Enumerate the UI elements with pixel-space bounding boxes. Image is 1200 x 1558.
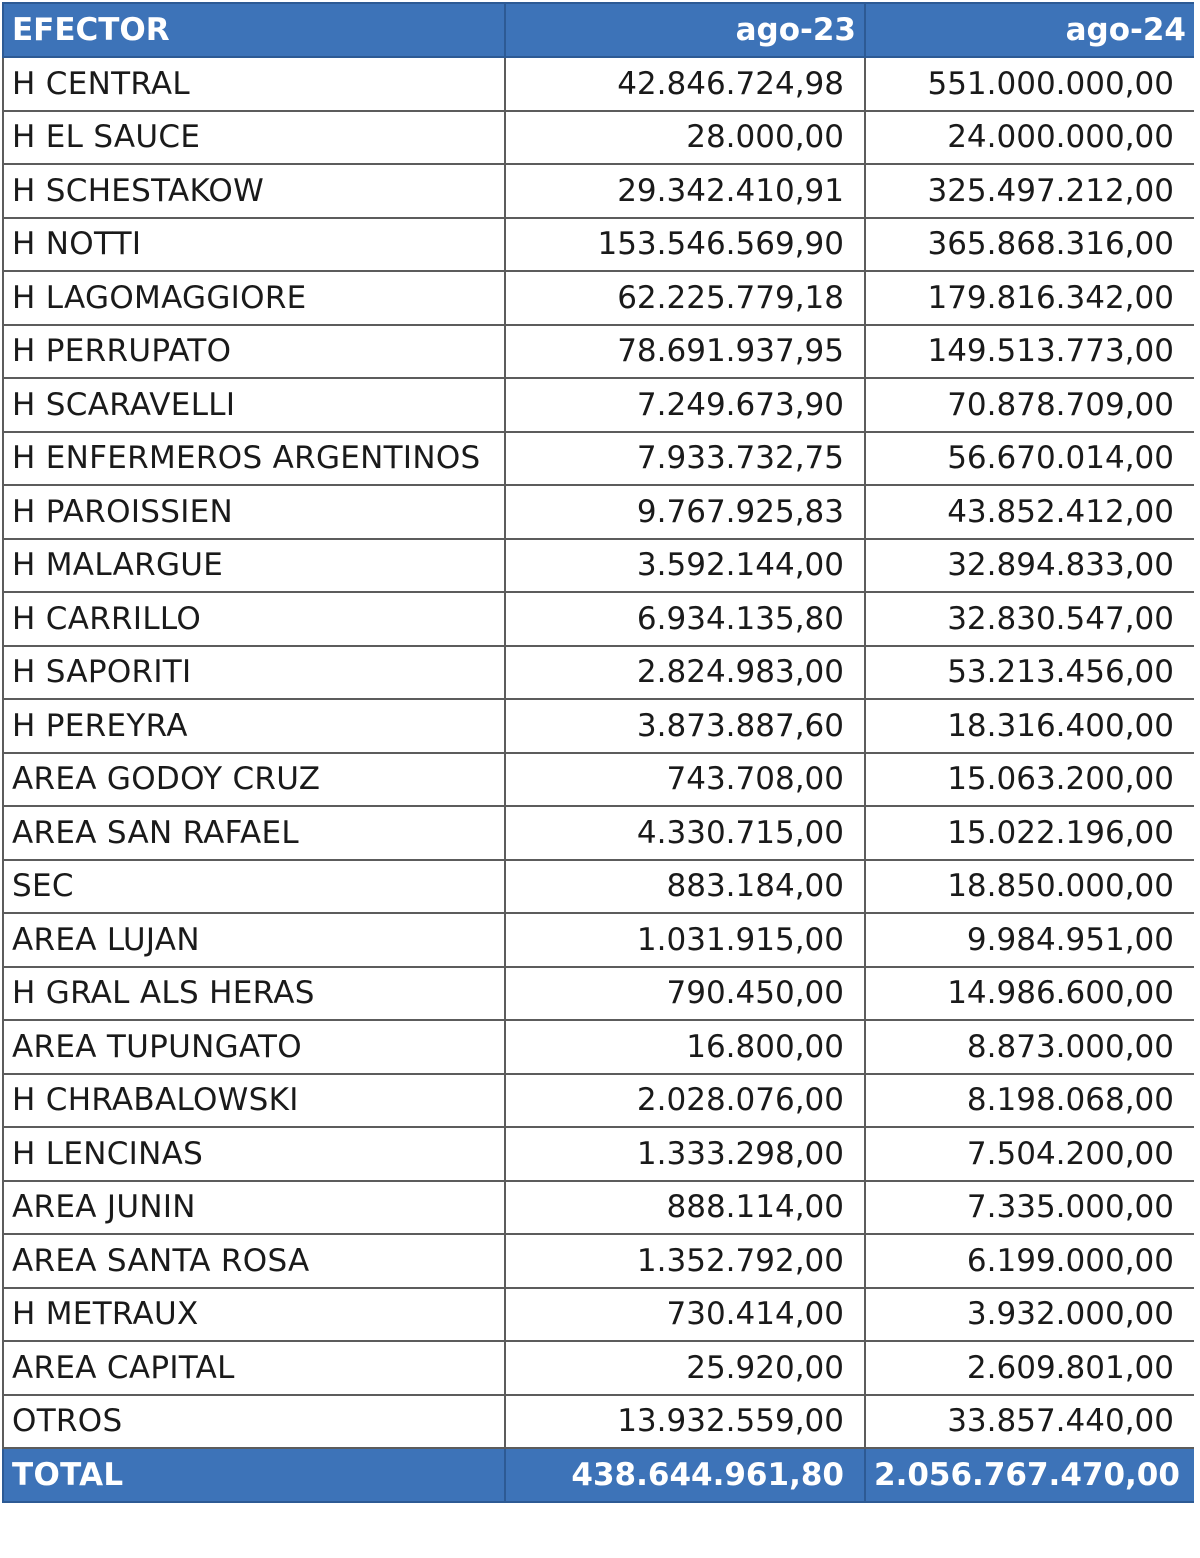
ago-24-cell[interactable]: 56.670.014,00 <box>865 432 1195 486</box>
efector-cell[interactable]: H SCHESTAKOW <box>3 164 505 218</box>
ago-24-cell[interactable]: 18.850.000,00 <box>865 860 1195 914</box>
ago-23-cell[interactable]: 25.920,00 <box>505 1341 865 1395</box>
column-header-ago-24[interactable]: ago-24 <box>865 3 1195 57</box>
ago-23-cell[interactable]: 2.028.076,00 <box>505 1074 865 1128</box>
ago-23-cell[interactable]: 790.450,00 <box>505 967 865 1021</box>
table-row <box>3 164 1195 218</box>
efector-cell[interactable]: AREA JUNIN <box>3 1181 505 1235</box>
table-row <box>3 539 1195 593</box>
ago-23-cell[interactable]: 1.333.298,00 <box>505 1127 865 1181</box>
efector-cell[interactable]: H EL SAUCE <box>3 111 505 165</box>
table-row <box>3 860 1195 914</box>
efector-cell[interactable]: H SCARAVELLI <box>3 378 505 432</box>
efector-cell[interactable]: H METRAUX <box>3 1288 505 1342</box>
header-row <box>3 3 1195 57</box>
table-row <box>3 1234 1195 1288</box>
efector-cell[interactable]: H MALARGUE <box>3 539 505 593</box>
ago-23-cell[interactable]: 1.352.792,00 <box>505 1234 865 1288</box>
ago-24-cell[interactable]: 32.894.833,00 <box>865 539 1195 593</box>
ago-23-cell[interactable]: 883.184,00 <box>505 860 865 914</box>
table-row <box>3 485 1195 539</box>
efector-cell[interactable]: H ENFERMEROS ARGENTINOS <box>3 432 505 486</box>
table-row <box>3 806 1195 860</box>
efector-cell[interactable]: AREA LUJAN <box>3 913 505 967</box>
column-header-efector[interactable]: EFECTOR <box>3 3 505 57</box>
efector-cell[interactable]: OTROS <box>3 1395 505 1449</box>
ago-24-cell[interactable]: 15.063.200,00 <box>865 753 1195 807</box>
ago-24-cell[interactable]: 33.857.440,00 <box>865 1395 1195 1449</box>
ago-23-cell[interactable]: 743.708,00 <box>505 753 865 807</box>
ago-24-cell[interactable]: 8.198.068,00 <box>865 1074 1195 1128</box>
ago-24-cell[interactable]: 18.316.400,00 <box>865 699 1195 753</box>
ago-24-cell[interactable]: 9.984.951,00 <box>865 913 1195 967</box>
ago-24-cell[interactable]: 2.609.801,00 <box>865 1341 1195 1395</box>
table-row <box>3 753 1195 807</box>
ago-24-cell[interactable]: 32.830.547,00 <box>865 592 1195 646</box>
ago-24-cell[interactable]: 53.213.456,00 <box>865 646 1195 700</box>
table-row <box>3 1020 1195 1074</box>
table-row <box>3 111 1195 165</box>
efector-cell[interactable]: AREA SANTA ROSA <box>3 1234 505 1288</box>
ago-24-cell[interactable]: 14.986.600,00 <box>865 967 1195 1021</box>
ago-23-cell[interactable]: 4.330.715,00 <box>505 806 865 860</box>
table-row <box>3 1181 1195 1235</box>
efector-cell[interactable]: H PAROISSIEN <box>3 485 505 539</box>
ago-23-cell[interactable]: 6.934.135,80 <box>505 592 865 646</box>
ago-23-cell[interactable]: 42.846.724,98 <box>505 57 865 111</box>
table-row <box>3 271 1195 325</box>
column-header-ago-23[interactable]: ago-23 <box>505 3 865 57</box>
table-row <box>3 432 1195 486</box>
table-row <box>3 646 1195 700</box>
ago-24-cell[interactable]: 70.878.709,00 <box>865 378 1195 432</box>
total-ago-23[interactable]: 438.644.961,80 <box>505 1448 865 1502</box>
ago-23-cell[interactable]: 7.249.673,90 <box>505 378 865 432</box>
ago-23-cell[interactable]: 3.592.144,00 <box>505 539 865 593</box>
efector-table <box>2 2 1196 1503</box>
ago-24-cell[interactable]: 551.000.000,00 <box>865 57 1195 111</box>
efector-cell[interactable]: H SAPORITI <box>3 646 505 700</box>
table-body <box>3 57 1195 1448</box>
ago-24-cell[interactable]: 325.497.212,00 <box>865 164 1195 218</box>
total-row <box>3 1448 1195 1502</box>
ago-24-cell[interactable]: 6.199.000,00 <box>865 1234 1195 1288</box>
ago-24-cell[interactable]: 15.022.196,00 <box>865 806 1195 860</box>
ago-24-cell[interactable]: 365.868.316,00 <box>865 218 1195 272</box>
table-row <box>3 699 1195 753</box>
ago-23-cell[interactable]: 16.800,00 <box>505 1020 865 1074</box>
efector-cell[interactable]: AREA TUPUNGATO <box>3 1020 505 1074</box>
table-row <box>3 1127 1195 1181</box>
table-row <box>3 592 1195 646</box>
ago-24-cell[interactable]: 8.873.000,00 <box>865 1020 1195 1074</box>
ago-23-cell[interactable]: 153.546.569,90 <box>505 218 865 272</box>
efector-cell[interactable]: AREA CAPITAL <box>3 1341 505 1395</box>
ago-23-cell[interactable]: 62.225.779,18 <box>505 271 865 325</box>
ago-24-cell[interactable]: 7.504.200,00 <box>865 1127 1195 1181</box>
efector-cell[interactable]: H CENTRAL <box>3 57 505 111</box>
table-row <box>3 967 1195 1021</box>
ago-23-cell[interactable]: 28.000,00 <box>505 111 865 165</box>
ago-24-cell[interactable]: 179.816.342,00 <box>865 271 1195 325</box>
table-row <box>3 1074 1195 1128</box>
efector-cell[interactable]: H PEREYRA <box>3 699 505 753</box>
table-row <box>3 1288 1195 1342</box>
efector-cell[interactable]: H GRAL ALS HERAS <box>3 967 505 1021</box>
ago-23-cell[interactable]: 730.414,00 <box>505 1288 865 1342</box>
efector-cell[interactable]: H NOTTI <box>3 218 505 272</box>
efector-cell[interactable]: SEC <box>3 860 505 914</box>
efector-cell[interactable]: H PERRUPATO <box>3 325 505 379</box>
ago-23-cell[interactable]: 7.933.732,75 <box>505 432 865 486</box>
ago-23-cell[interactable]: 13.932.559,00 <box>505 1395 865 1449</box>
ago-23-cell[interactable]: 29.342.410,91 <box>505 164 865 218</box>
total-label[interactable]: TOTAL <box>3 1448 505 1502</box>
efector-cell[interactable]: AREA SAN RAFAEL <box>3 806 505 860</box>
window-edge <box>1194 0 1200 1558</box>
efector-cell[interactable]: H CHRABALOWSKI <box>3 1074 505 1128</box>
table-row <box>3 218 1195 272</box>
ago-24-cell[interactable]: 43.852.412,00 <box>865 485 1195 539</box>
table-row <box>3 378 1195 432</box>
ago-24-cell[interactable]: 7.335.000,00 <box>865 1181 1195 1235</box>
efector-cell[interactable]: H LAGOMAGGIORE <box>3 271 505 325</box>
ago-23-cell[interactable]: 1.031.915,00 <box>505 913 865 967</box>
table-row <box>3 913 1195 967</box>
ago-24-cell[interactable]: 3.932.000,00 <box>865 1288 1195 1342</box>
efector-cell[interactable]: H LENCINAS <box>3 1127 505 1181</box>
ago-24-cell[interactable]: 24.000.000,00 <box>865 111 1195 165</box>
ago-23-cell[interactable]: 3.873.887,60 <box>505 699 865 753</box>
table-row <box>3 57 1195 111</box>
efector-cell[interactable]: H CARRILLO <box>3 592 505 646</box>
ago-24-cell[interactable]: 149.513.773,00 <box>865 325 1195 379</box>
table-row <box>3 1341 1195 1395</box>
ago-23-cell[interactable]: 9.767.925,83 <box>505 485 865 539</box>
ago-23-cell[interactable]: 2.824.983,00 <box>505 646 865 700</box>
ago-23-cell[interactable]: 78.691.937,95 <box>505 325 865 379</box>
table-row <box>3 325 1195 379</box>
table-row <box>3 1395 1195 1449</box>
ago-23-cell[interactable]: 888.114,00 <box>505 1181 865 1235</box>
efector-cell[interactable]: AREA GODOY CRUZ <box>3 753 505 807</box>
total-ago-24[interactable]: 2.056.767.470,00 <box>865 1448 1195 1502</box>
